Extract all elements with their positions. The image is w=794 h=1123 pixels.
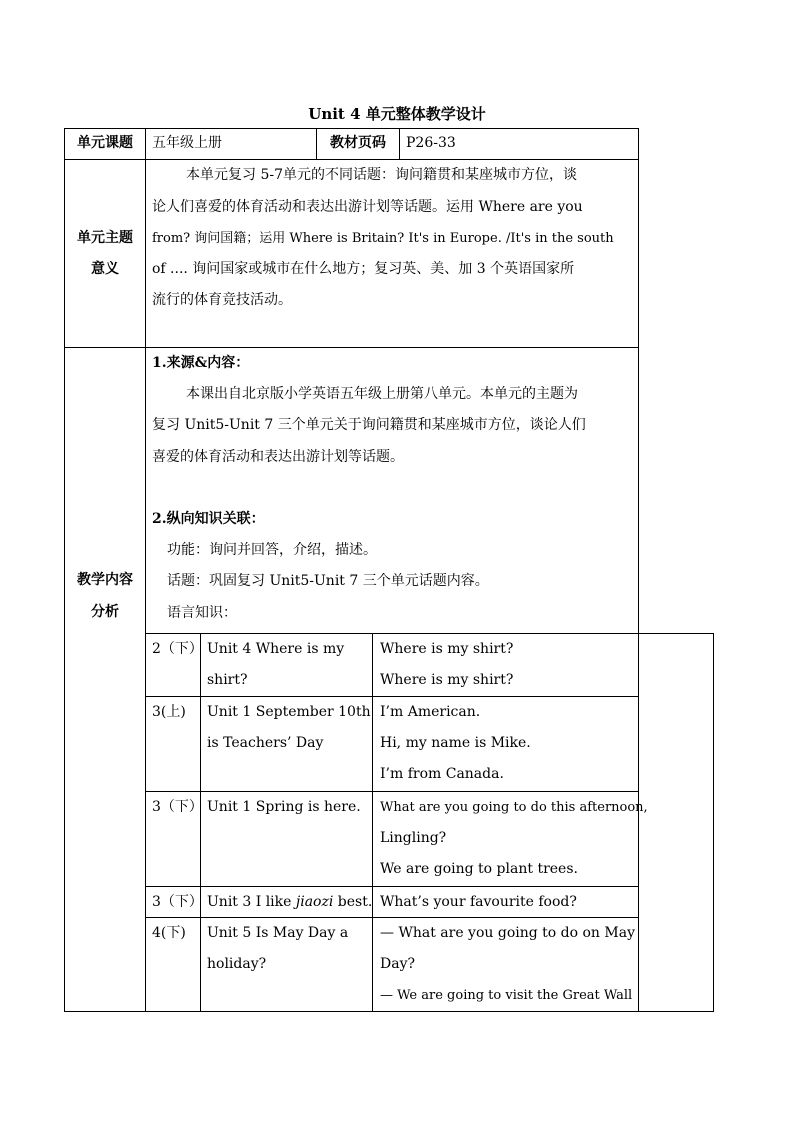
table-row-2-unit-line1: Unit 1 September 10th — [207, 704, 371, 720]
table-row-5-sentence-1: — What are you going to do on May — [380, 925, 635, 941]
label-unit-topic: 单元课题 — [77, 135, 133, 151]
table-row-1-grade: 2（下） — [152, 641, 203, 657]
table-border-right — [638, 128, 639, 633]
table-row-1-unit-line1: Unit 4 Where is my — [207, 641, 345, 657]
table-row-3-sentence-3: We are going to plant trees. — [380, 861, 578, 877]
table-row-4-unit-post: best. — [333, 894, 373, 910]
document-title: Unit 4 单元整体教学设计 — [308, 105, 486, 123]
theme-line-2: 论人们喜爱的体育活动和表达出游计划等话题。运用 Where are you — [152, 199, 583, 215]
section-1-line-2: 复习 Unit5-Unit 7 三个单元关于询问籍贯和某座城市方位，谈论人们 — [152, 417, 586, 433]
label-theme-line1: 单元主题 — [77, 230, 133, 246]
theme-line-5: 流行的体育竞技活动。 — [152, 292, 292, 308]
table-row-5-sentence-2: Day? — [380, 956, 415, 972]
table-row-2-grade: 3(上) — [152, 704, 186, 720]
table-row-2-sentence-2: Hi, my name is Mike. — [380, 735, 531, 751]
value-textbook-pages: P26-33 — [406, 135, 456, 151]
table-row-3-grade: 3（下） — [152, 799, 203, 815]
header-divider-2 — [399, 128, 400, 159]
section-2-line-2: 话题：巩固复习 Unit5-Unit 7 三个单元话题内容。 — [167, 573, 489, 589]
theme-line-3: from? 询问国籍；运用 Where is Britain? It's in Europe. /It's in the south — [152, 231, 614, 246]
label-column-divider — [145, 128, 146, 1012]
inner-col-line-4 — [713, 633, 714, 1012]
table-row-5-sentence-3: — We are going to visit the Great Wall — [380, 988, 633, 1003]
table-row-4-unit-pre: Unit 3 I like — [207, 894, 296, 910]
table-row-5-unit-line2: holiday? — [207, 956, 267, 972]
theme-line-4: of .... 询问国家或城市在什么地方；复习英、美、加 3 个英语国家所 — [152, 261, 575, 277]
table-border-row2 — [64, 347, 639, 348]
section-2-line-3: 语言知识： — [167, 605, 237, 621]
inner-col-line-2 — [372, 633, 373, 1012]
section-1-line-3: 喜爱的体育活动和表达出游计划等话题。 — [152, 449, 404, 465]
table-row-2-unit-line2: is Teachers’ Day — [207, 735, 324, 751]
section-2-line-1: 功能：询问并回答，介绍，描述。 — [167, 542, 377, 558]
table-row-2-sentence-3: I’m from Canada. — [380, 766, 504, 782]
table-row-4-grade: 3（下） — [152, 894, 203, 910]
table-row-2-sentence-1: I’m American. — [380, 704, 481, 720]
label-theme-line2: 意义 — [91, 261, 119, 277]
section-1-title: 1.来源&内容： — [152, 355, 250, 371]
label-textbook-pages: 教材页码 — [330, 135, 386, 151]
table-border-bottom — [64, 1011, 714, 1012]
table-row-5-unit-line1: Unit 5 Is May Day a — [207, 925, 349, 941]
table-row-3-sentence-2: Lingling? — [380, 830, 447, 846]
table-row-1-sentence-1: Where is my shirt? — [380, 641, 514, 657]
table-row-3-sentence-1: What are you going to do this afternoon, — [380, 800, 648, 815]
table-row-4-sentence-1: What’s your favourite food? — [380, 894, 577, 910]
table-row-5-grade: 4(下) — [152, 925, 186, 941]
label-analysis-line1: 教学内容 — [77, 572, 133, 588]
table-row-3-unit-line1: Unit 1 Spring is here. — [207, 799, 361, 815]
section-2-title: 2.纵向知识关联： — [152, 511, 265, 527]
table-row-1-sentence-2: Where is my shirt? — [380, 672, 514, 688]
section-1-line-1: 本课出自北京版小学英语五年级上册第八单元。本单元的主题为 — [186, 386, 578, 402]
label-analysis-line2: 分析 — [91, 604, 119, 620]
table-row-1-unit-line2: shirt? — [207, 672, 248, 688]
theme-line-1: 本单元复习 5-7单元的不同话题：询问籍贯和某座城市方位，谈 — [186, 167, 577, 183]
table-row-4-unit — [207, 887, 372, 918]
value-unit-topic: 五年级上册 — [152, 135, 222, 151]
table-row-4-unit-italic: jiaozi — [295, 894, 334, 910]
